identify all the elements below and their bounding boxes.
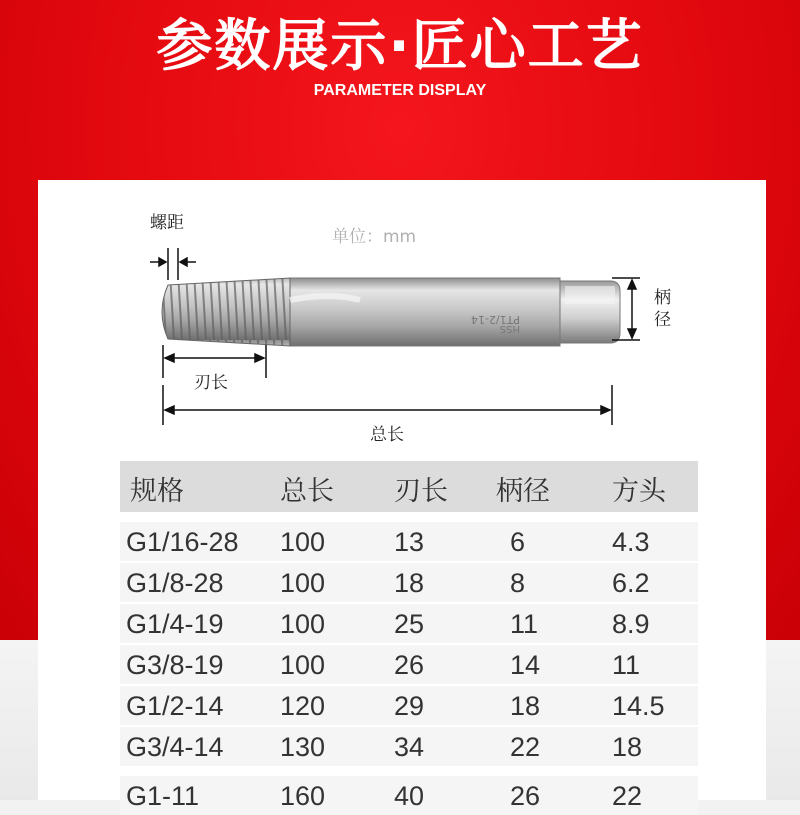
total-length-dimension	[163, 385, 612, 425]
thread-length-cell: 29	[394, 691, 425, 721]
table-header-row	[120, 461, 698, 512]
shank-diameter-cell: 18	[510, 691, 541, 721]
tool-marking-text: PT1/2-14	[470, 313, 520, 326]
shank-diameter-cell: 8	[510, 568, 526, 598]
shank-diameter-cell: 11	[510, 609, 539, 639]
thread-length-cell: 40	[394, 781, 425, 811]
shank-diameter-cell: 22	[510, 732, 541, 762]
thread-length-cell: 13	[394, 527, 425, 557]
square-head-cell: 22	[612, 781, 643, 811]
thread-length-label: 刃长	[194, 373, 228, 393]
header-spec: 规格	[130, 476, 184, 507]
total-length-cell: 100	[280, 609, 326, 639]
total-length-cell: 100	[280, 568, 326, 598]
spec-cell: G3/4-14	[126, 732, 224, 762]
unit-label: 单位：mm	[332, 227, 417, 247]
thread-length-cell: 18	[394, 568, 425, 598]
header-shank-diameter: 柄径	[496, 476, 550, 507]
spec-table	[120, 461, 698, 815]
page-title: 参数展示·匠心工艺	[156, 14, 644, 79]
square-head-cell: 4.3	[612, 527, 650, 557]
shank-diameter-cell: 26	[510, 781, 541, 811]
thread-length-cell: 34	[394, 732, 425, 762]
table-row	[120, 563, 698, 602]
table-row	[120, 522, 698, 561]
total-length-cell: 120	[280, 691, 326, 721]
shank-diameter-cell: 14	[510, 650, 541, 680]
tool-material-text: HSS	[499, 323, 520, 334]
total-length-cell: 100	[280, 650, 326, 680]
table-row	[120, 686, 698, 725]
spec-cell: G1/8-28	[126, 568, 224, 598]
spec-cell: G3/8-19	[126, 650, 224, 680]
square-head-cell: 14.5	[612, 691, 665, 721]
table-row	[120, 776, 698, 815]
page-subtitle: PARAMETER DISPLAY	[313, 82, 487, 99]
square-head-cell: 11	[612, 650, 641, 680]
header-square-head: 方头	[612, 476, 666, 507]
table-row	[120, 727, 698, 766]
square-head-cell: 18	[612, 732, 643, 762]
shank-diameter-cell: 6	[510, 527, 526, 557]
pitch-dimension	[150, 248, 196, 280]
spec-cell: G1/2-14	[126, 691, 224, 721]
table-row	[120, 645, 698, 684]
thread-length-cell: 25	[394, 609, 425, 639]
shank-diameter-label: 柄 径	[654, 288, 671, 330]
header-thread-length: 刃长	[394, 476, 448, 507]
spec-cell: G1/4-19	[126, 609, 224, 639]
spec-cell: G1/16-28	[126, 527, 239, 557]
pitch-label: 螺距	[150, 213, 184, 233]
square-head-cell: 8.9	[612, 609, 650, 639]
header-total-length: 总长	[280, 476, 334, 507]
table-row	[120, 604, 698, 643]
total-length-cell: 130	[280, 732, 326, 762]
tap-tool-image	[162, 278, 620, 346]
thread-length-cell: 26	[394, 650, 425, 680]
spec-cell: G1-11	[126, 781, 200, 811]
square-head-cell: 6.2	[612, 568, 650, 598]
total-length-label: 总长	[370, 425, 404, 445]
total-length-cell: 100	[280, 527, 326, 557]
total-length-cell: 160	[280, 781, 326, 811]
